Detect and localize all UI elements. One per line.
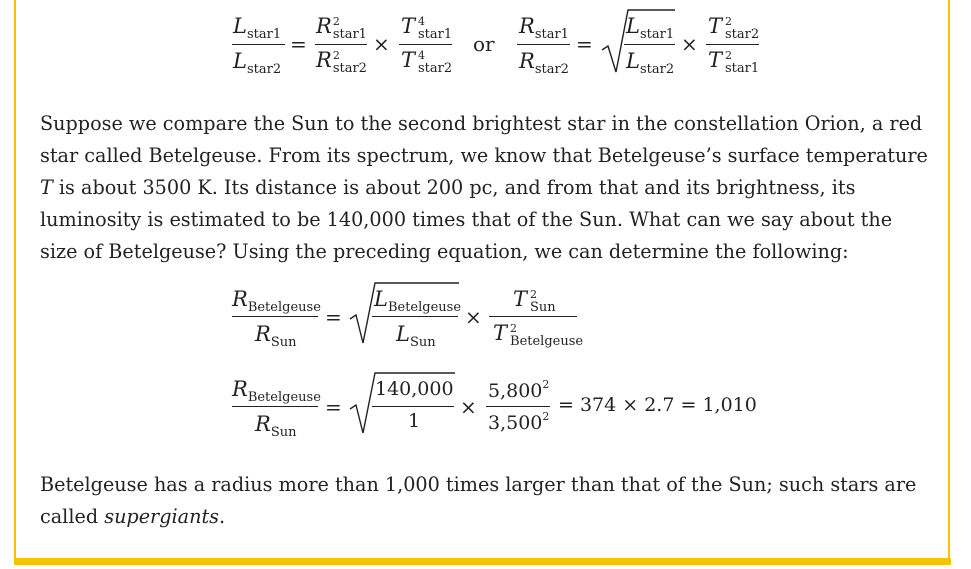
box-bottom-border [14, 558, 951, 565]
paragraph-conclusion: Betelgeuse has a radius more than 1,000 times larger than that of the Sun; such stars are called supergiants. [40, 473, 917, 528]
paragraph-intro: Suppose we compare the Sun to the second brightest star in the constellation Orion, a red star called Betelgeuse. From its spectrum, we know that Betelgeuse’s surface temperature T is about 3500 K. Its distance is about 200 pc, and from that and its brightness, its luminosity is estimated to be 140,000 times that of the Sun. What can we say about the size of Betelgeuse? Using the preceding equation, we can determine the following: [40, 112, 928, 263]
